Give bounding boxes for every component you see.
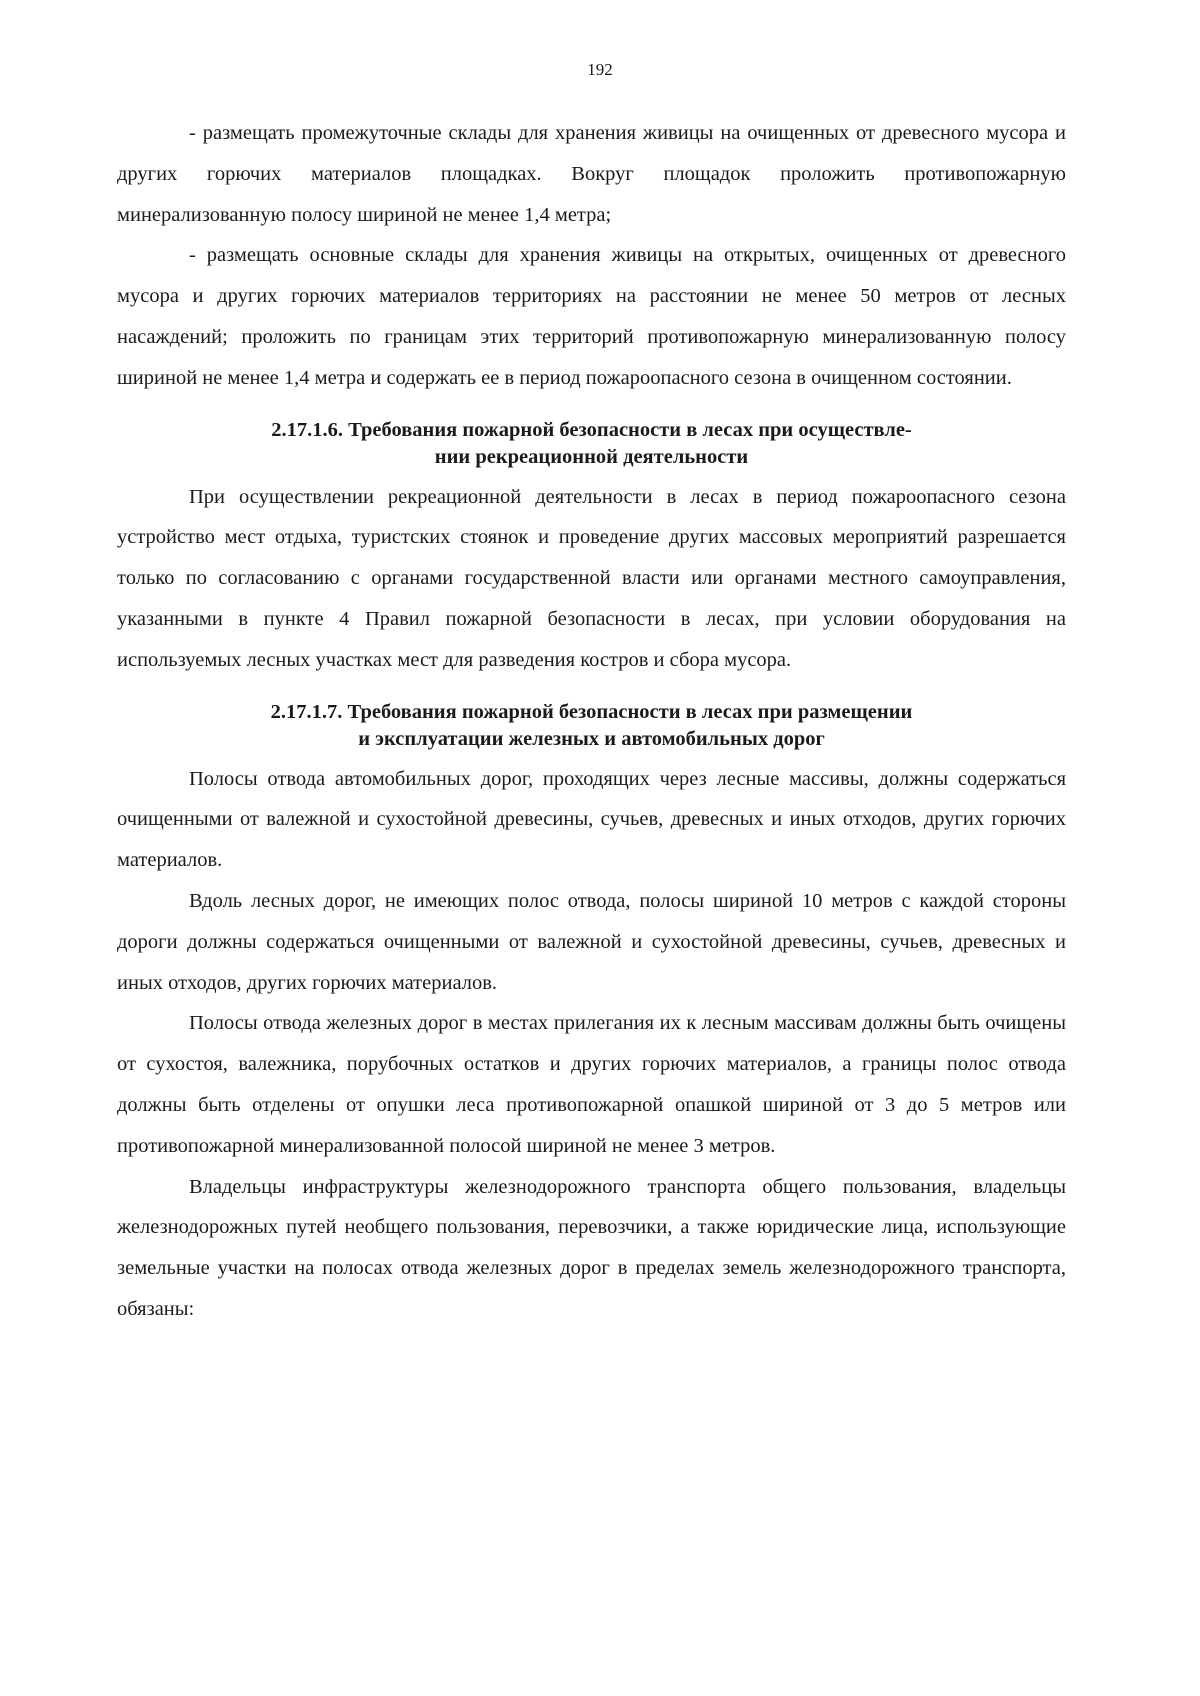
paragraph: Вдоль лесных дорог, не имеющих полос отвода, полосы шириной 10 метров с каждой стороны дороги должны содержаться очищенными от валежной и сухостойной древесины, сучьев, древесных и иных отходов, других горючих материалов.: [117, 889, 1066, 994]
heading-line: 2.17.1.6. Требования пожарной безопасности в лесах при осуществле-: [271, 418, 912, 441]
page-number: 192: [587, 60, 613, 79]
paragraph: - размещать промежуточные склады для хранения живицы на очищенных от древесного мусора и других горючих материалов площадках. Вокруг площадок проложить противопожарную минерализованную полосу шириной не менее 1,4 метра;: [117, 122, 1066, 226]
heading-line: 2.17.1.7. Требования пожарной безопасности в лесах при размещении: [270, 700, 913, 723]
paragraph: Полосы отвода автомобильных дорог, проходящих через лесные массивы, должны содержаться очищенными от валежной и сухостойной древесины, сучьев, древесных и иных отходов, других горючих материалов.: [117, 767, 1066, 872]
paragraph: Полосы отвода железных дорог в местах прилегания их к лесным массивам должны быть очищены от сухостоя, валежника, порубочных остатков и других горючих материалов, а границы полос отвода должны быть отделены от опушки леса противопожарной опашкой шириной от 3 до 5 метров или противопожарной минерализованной полосой шириной не менее 3 метров.: [117, 1012, 1066, 1157]
heading-line: нии рекреационной деятельности: [434, 445, 749, 468]
section-heading-2-17-1-7: [117, 699, 1066, 753]
heading-line: и эксплуатации железных и автомобильных дорог: [358, 727, 825, 750]
paragraph: При осуществлении рекреационной деятельности в лесах в период пожароопасного сезона устройство мест отдыха, туристских стоянок и проведение других массовых мероприятий разрешается только по согласованию с органами государственной власти или органами местного самоуправления, указанными в пункте 4 Правил пожарной безопасности в лесах, при условии оборудования на используемых лесных участках мест для разведения костров и сбора мусора.: [117, 485, 1066, 671]
section-heading-2-17-1-6: [117, 417, 1066, 471]
paragraph: - размещать основные склады для хранения живицы на открытых, очищенных от древесного мусора и других горючих материалов территориях на расстоянии не менее 50 метров от лесных насаждений; проложить по границам этих территорий противопожарную минерализованную полосу шириной не менее 1,4 метра и содержать ее в период пожароопасного сезона в очищенном состоянии.: [117, 244, 1066, 389]
paragraph: Владельцы инфраструктуры железнодорожного транспорта общего пользования, владельцы железнодорожных путей необщего пользования, перевозчики, а также юридические лица, использующие земельные участки на полосах отвода железных дорог в пределах земель железнодорожного транспорта, обязаны:: [117, 1175, 1066, 1320]
document-body: [117, 113, 1066, 1330]
